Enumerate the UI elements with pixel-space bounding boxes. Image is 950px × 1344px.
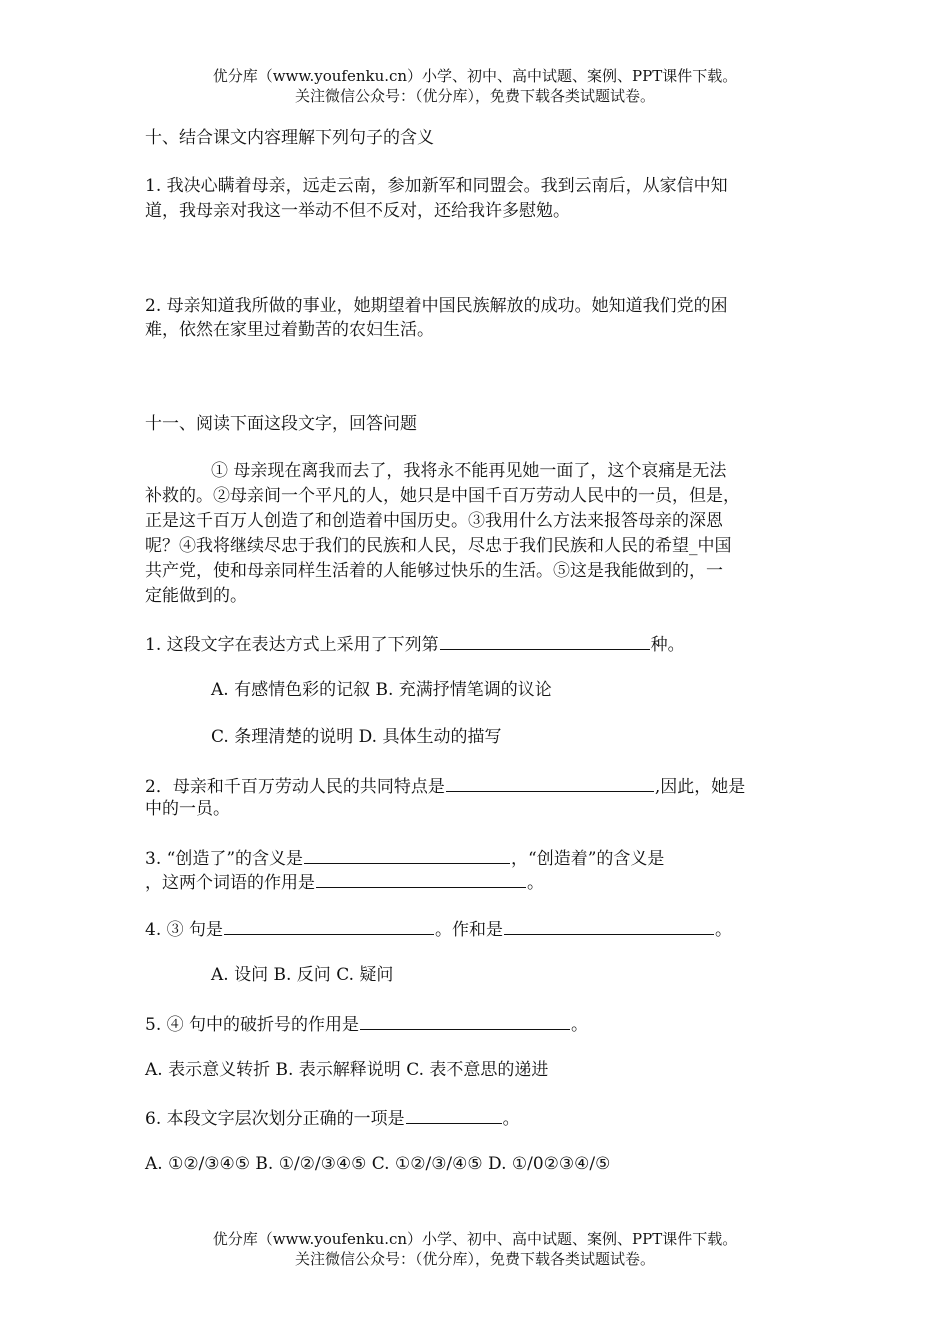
passage-line-1: ① 母亲现在离我而去了，我将永不能再见她一面了，这个哀痛是无法 xyxy=(211,461,727,481)
answer-blank[interactable] xyxy=(406,1105,502,1124)
answer-blank[interactable] xyxy=(316,869,526,888)
header-line-1: 优分库（www.youfenku.cn）小学、初中、高中试题、案例、PPT课件下载。 xyxy=(212,67,738,85)
s11-q4-options: A. 设问 B. 反问 C. 疑问 xyxy=(211,965,394,985)
s11-q3-text-a: 3. “创造了”的含义是 xyxy=(145,849,304,869)
answer-blank[interactable] xyxy=(504,916,714,935)
s11-q3-line-2 xyxy=(145,869,544,895)
s11-q5 xyxy=(145,1011,588,1037)
s11-q3-text-d: 。 xyxy=(527,873,544,893)
passage-line-4: 呢？④我将继续尽忠于我们的民族和人民，尽忠于我们民族和人民的希望_中国 xyxy=(145,536,732,556)
passage-line-3: 正是这千百万人创造了和创造着中国历史。③我用什么方法来报答母亲的深恩 xyxy=(145,511,723,531)
passage-line-2: 补救的。②母亲间一个平凡的人，她只是中国千百万劳动人民中的一员，但是， xyxy=(145,486,740,506)
answer-blank[interactable] xyxy=(440,631,650,650)
s10-q1-line-1: 1. 我决心瞒着母亲，远走云南，参加新军和同盟会。我到云南后，从家信中知 xyxy=(145,176,728,196)
s11-q4-text-c: 。 xyxy=(715,920,733,940)
s11-q1 xyxy=(145,631,685,657)
s11-q6-text-a: 6. 本段文字层次划分正确的一项是 xyxy=(145,1109,405,1129)
s11-q6 xyxy=(145,1105,520,1131)
s11-q2 xyxy=(145,773,745,799)
footer-line-2: 关注微信公众号：（优分库），免费下载各类试题试卷。 xyxy=(294,1250,655,1268)
s11-q1-options-1: A. 有感情色彩的记叙 B. 充满抒情笔调的议论 xyxy=(211,680,552,700)
s11-q5-text-b: 。 xyxy=(571,1015,589,1035)
s10-q2-line-2: 难，依然在家里过着勤苦的农妇生活。 xyxy=(145,320,434,340)
s10-q2-line-1: 2. 母亲知道我所做的事业，她期望着中国民族解放的成功。她知道我们党的困 xyxy=(145,296,728,316)
s11-q5-options: A. 表示意义转折 B. 表示解释说明 C. 表不意思的递进 xyxy=(145,1060,549,1080)
s11-q1-text-b: 种。 xyxy=(650,635,685,655)
passage-line-5: 共产党，使和母亲同样生活着的人能够过快乐的生活。⑤这是我能做到的，一 xyxy=(145,561,723,581)
s11-q4-text-a: 4. ③ 句是 xyxy=(145,920,224,940)
s11-q6-text-b: 。 xyxy=(502,1109,520,1129)
s11-q4 xyxy=(145,916,732,942)
s11-q3-text-b: ，“创造着”的含义是 xyxy=(511,849,665,869)
s11-q1-options-2: C. 条理清楚的说明 D. 具体生动的描写 xyxy=(211,727,502,747)
section-11-title: 十一、阅读下面这段文字，回答问题 xyxy=(145,414,417,434)
answer-blank[interactable] xyxy=(360,1011,570,1030)
s11-q3 xyxy=(145,845,664,871)
footer-line-1: 优分库（www.youfenku.cn）小学、初中、高中试题、案例、PPT课件下载。 xyxy=(212,1230,738,1248)
passage-line-6: 定能做到的。 xyxy=(145,586,247,606)
answer-blank[interactable] xyxy=(446,773,654,792)
header-line-2: 关注微信公众号：（优分库），免费下载各类试题试卷。 xyxy=(294,87,655,105)
section-10-title: 十、结合课文内容理解下列句子的含义 xyxy=(145,128,434,148)
answer-blank[interactable] xyxy=(304,845,510,864)
s11-q2-text-a: 2．母亲和千百万劳动人民的共同特点是 xyxy=(145,777,445,797)
s11-q2-text-b: ,因此，她是 xyxy=(654,777,746,797)
s11-q2-line-2: 中的一员。 xyxy=(145,799,230,819)
s11-q1-text-a: 1. 这段文字在表达方式上采用了下列第 xyxy=(145,635,439,655)
s11-q5-text-a: 5. ④ 句中的破折号的作用是 xyxy=(145,1015,360,1035)
answer-blank[interactable] xyxy=(224,916,434,935)
s11-q6-options: A. ①②/③④⑤ B. ①/②/③④⑤ C. ①②/③/④⑤ D. ①/0②③④/⑤ xyxy=(145,1154,611,1174)
s11-q4-text-b: 。作和是 xyxy=(435,920,504,940)
s10-q1-line-2: 道，我母亲对我这一举动不但不反对，还给我许多慰勉。 xyxy=(145,201,570,221)
s11-q3-text-c: ，这两个词语的作用是 xyxy=(145,873,315,893)
